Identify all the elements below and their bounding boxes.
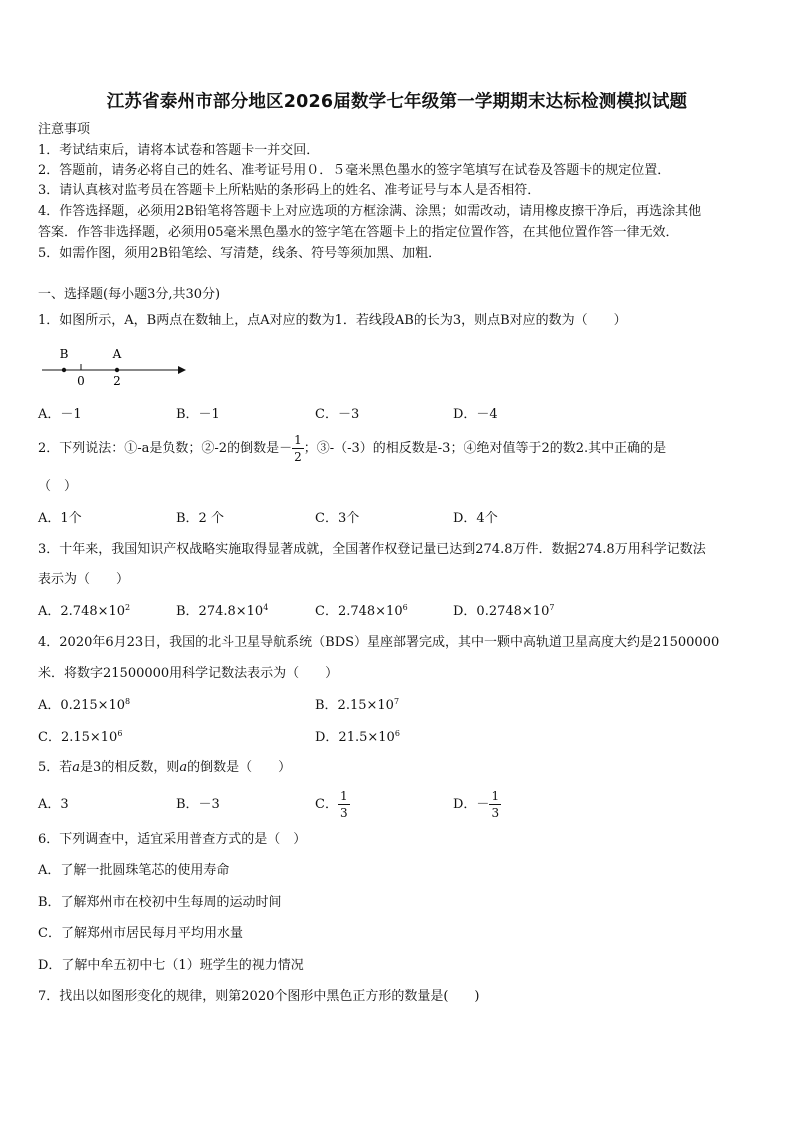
q5-option-b: B．－3 — [176, 797, 220, 812]
q5-option-d-numerator: 1 — [491, 789, 500, 803]
q5-stem-part1: 5．若 — [38, 760, 73, 775]
notice-item-2: 2．答题前，请务必将自己的姓名、准考证号用０．５毫米黑色墨水的签字笔填写在试卷及答题卡的规定位置． — [38, 163, 671, 178]
q2-option-b: B．2 个 — [176, 511, 224, 526]
q5-stem — [38, 759, 291, 777]
q5-stem-part3: 的倒数是（ ） — [187, 760, 292, 775]
q3-option-a-exp: 2 — [125, 603, 131, 612]
section-heading: 一、选择题(每小题3分,共30分) — [38, 287, 221, 302]
q4-option-c — [38, 729, 122, 747]
q6-option-b: B．了解郑州市在校初中生每周的运动时间 — [38, 895, 282, 910]
q5-option-d — [453, 786, 501, 824]
q3-option-d-exp: 7 — [549, 603, 555, 612]
q3-option-b-exp: 4 — [263, 603, 269, 612]
notice-item-4-cont: 答案．作答非选择题，必须用05毫米黑色墨水的签字笔在答题卡上的指定位置作答，在其他位置作答一律无效． — [38, 225, 679, 240]
q6-option-d: D．了解中牟五初中七（1）班学生的视力情况 — [38, 958, 304, 973]
q6-stem: 6．下列调查中，适宜采用普查方式的是（ ） — [38, 832, 307, 847]
point-b-dot — [62, 368, 66, 372]
number-line-arrow — [178, 366, 186, 374]
q1-option-a: A．－1 — [38, 407, 82, 422]
notice-item-3: 3．请认真核对监考员在答题卡上所粘贴的条形码上的姓名、准考证号与本人是否相符． — [38, 183, 541, 198]
q2-option-d: D．4个 — [453, 511, 498, 526]
q2-option-c: C．3个 — [315, 511, 360, 526]
notice-item-1: 1．考试结束后，请将本试卷和答题卡一并交回． — [38, 143, 320, 158]
q3-option-c — [315, 603, 408, 621]
q5-option-c-numerator: 1 — [339, 789, 348, 803]
q2-fraction — [292, 433, 304, 464]
q4-option-d-base: D．21.5×10 — [315, 730, 395, 745]
q3-option-b-base: B．274.8×10 — [176, 604, 264, 619]
q4-option-c-base: C．2.15×10 — [38, 730, 118, 745]
q4-option-c-exp: 6 — [117, 729, 123, 738]
q6-option-c: C．了解郑州市居民每月平均用水量 — [38, 926, 243, 941]
q4-option-a-base: A．0.215×10 — [38, 698, 126, 713]
q3-option-b — [176, 603, 268, 621]
q5-option-c — [315, 786, 350, 824]
q5-option-c-fraction — [338, 789, 350, 820]
q1-number-line — [40, 343, 190, 389]
q5-stem-part2: 是3的相反数，则 — [80, 760, 180, 775]
notice-heading: 注意事项 — [38, 122, 91, 137]
q5-option-d-label: D．－ — [453, 797, 490, 812]
notice-item-4: 4．作答选择题，必须用2B铅笔将答题卡上对应选项的方框涂满、涂黑；如需改动，请用橡皮擦干净后，再选涂其他 — [38, 204, 702, 219]
q4-stem-line1: 4．2020年6月23日，我国的北斗卫星导航系统（BDS）星座部署完成，其中一颗中高轨道卫星高度大约是21500000 — [38, 635, 720, 650]
q3-option-d-base: D．0.2748×10 — [453, 604, 550, 619]
q5-option-a: A．3 — [38, 797, 69, 812]
q4-option-d — [315, 729, 400, 747]
q1-option-d: D．－4 — [453, 407, 498, 422]
q2-stem — [38, 432, 666, 466]
q4-option-b-exp: 7 — [393, 697, 400, 706]
q3-option-a-base: A．2.748×10 — [38, 604, 126, 619]
point-a-label: A — [112, 347, 122, 361]
q3-stem-line2: 表示为（ ） — [38, 572, 130, 587]
q2-frac-denominator: 2 — [294, 450, 302, 464]
q1-option-b: B．－1 — [176, 407, 220, 422]
q4-option-b — [315, 697, 399, 715]
q3-option-c-exp: 6 — [402, 603, 408, 612]
notice-item-5: 5．如需作图，须用2B铅笔绘、写清楚，线条、符号等须加黑、加粗． — [38, 246, 442, 261]
q6-option-a: A．了解一批圆珠笔芯的使用寿命 — [38, 863, 230, 878]
q4-stem-line2: 米．将数字21500000用科学记数法表示为（ ） — [38, 666, 339, 681]
q4-option-a-exp: 8 — [125, 697, 131, 706]
point-b-label: B — [59, 347, 69, 361]
q5-var-a: a — [72, 760, 81, 775]
q5-option-d-fraction — [489, 789, 501, 820]
q5-option-c-denominator: 3 — [339, 806, 348, 820]
q1-option-c: C．－3 — [315, 407, 360, 422]
q3-option-d — [453, 603, 554, 621]
q5-var-a-2: a — [179, 760, 188, 775]
q4-option-b-base: B．2.15×10 — [315, 698, 394, 713]
q7-stem: 7．找出以如图形变化的规律，则第2020个图形中黑色正方形的数量是( ) — [38, 989, 480, 1004]
q2-option-a: A．1个 — [38, 511, 82, 526]
point-a-dot — [115, 368, 119, 372]
q2-stem-before: 2．下列说法：①-a是负数；②-2的倒数是－ — [38, 441, 293, 456]
q4-option-d-exp: 6 — [394, 729, 400, 738]
exam-title: 江苏省泰州市部分地区2026届数学七年级第一学期期末达标检测模拟试题 — [106, 92, 688, 112]
q3-stem-line1: 3．十年来，我国知识产权战略实施取得显著成就，全国著作权登记量已达到274.8万件．数据274.8万用科学记数法 — [38, 542, 706, 557]
q3-option-c-base: C．2.748×10 — [315, 604, 403, 619]
q3-option-a — [38, 603, 130, 621]
q4-option-a — [38, 697, 130, 715]
q2-stem-line2: （ ） — [38, 479, 78, 494]
q1-stem: 1．如图所示，A，B两点在数轴上，点A对应的数为1．若线段AB的长为3，则点B对应的数为（ ） — [38, 313, 627, 328]
tick-label-0: 0 — [77, 374, 85, 388]
tick-label-2: 2 — [113, 374, 121, 388]
q5-option-c-label: C． — [315, 797, 338, 812]
q5-option-d-denominator: 3 — [491, 806, 500, 820]
q2-stem-after: ；③-（-3）的相反数是-3；④绝对值等于2的数2.其中正确的是 — [303, 441, 667, 456]
q2-frac-numerator: 1 — [294, 433, 302, 447]
